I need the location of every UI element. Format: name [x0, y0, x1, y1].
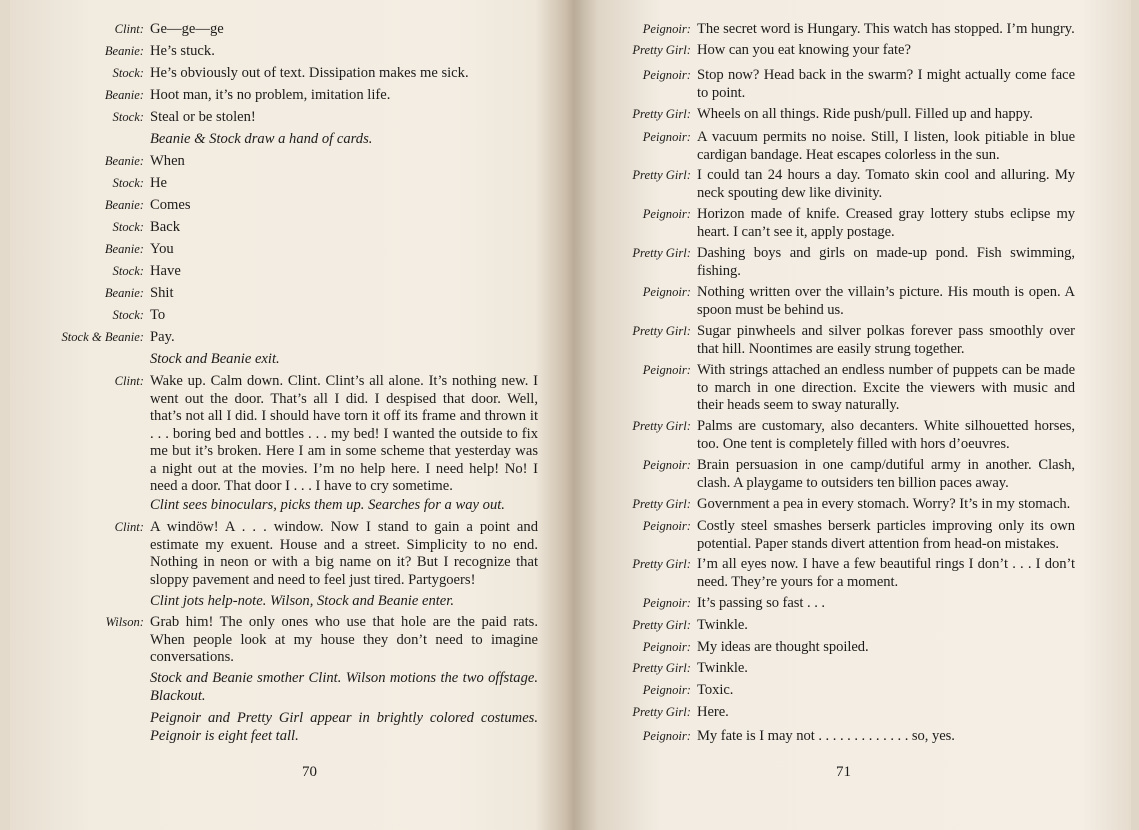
dialogue-text: It’s passing so fast . . . [697, 595, 826, 611]
dialogue-text: Stop now? Head back in the swarm? I might actually come face to point. [697, 67, 1075, 101]
dialogue-text: A vacuum permits no noise. Still, I listen, look pitiable in blue cardigan bandage. Heat escapes colorless in the sun. [697, 129, 1075, 163]
speaker-label: Pretty Girl: [632, 557, 691, 571]
dialogue-text: Wake up. Calm down. Clint. Clint’s all alone. It’s nothing new. I went out the door. That’s all I did. I despised that door. Well, that’s not all I did. I should have torn it off its frame and thrown it . . . boring bed and bottles . . . my bed! I wanted the outside to fix me but it’s broken. Here I am in some scheme that yesterday was a night out at the movies. I’m no help here. I need help! No! I need a door. That door I . . . I have to cry sometime. [150, 373, 538, 494]
script-line [60, 175, 538, 193]
speaker-label: Pretty Girl: [632, 618, 691, 632]
script-line [60, 519, 538, 589]
dialogue-text: Have [150, 263, 181, 279]
speaker-label: Beanie: [104, 44, 144, 58]
dialogue-text: I could tan 24 hours a day. Tomato skin cool and alluring. My neck spouting dew like divinity. [697, 167, 1075, 201]
dialogue-text: Back [150, 219, 180, 235]
speaker-label: Peignoir: [642, 683, 691, 697]
dialogue-text: Twinkle. [697, 660, 748, 676]
dialogue-text: A windöw! A . . . window. Now I stand to gain a point and estimate my exuent. House and a street. Simplicity to no end. Nothing in neon or with a big name on it? But I recognize that sloppy pavement and need to feel just tired. Partygoers! [150, 519, 538, 588]
speaker-label: Peignoir: [642, 640, 691, 654]
speaker-label: Pretty Girl: [632, 497, 691, 511]
dialogue-text: Dashing boys and girls on made-up pond. Fish swimming, fishing. [697, 245, 1075, 279]
stage-direction [60, 593, 538, 611]
script-line [608, 518, 1075, 553]
left-page [0, 0, 560, 830]
script-line [60, 197, 538, 215]
dialogue-text: He [150, 175, 168, 191]
dialogue-text: When [150, 153, 185, 169]
speaker-label: Peignoir: [642, 207, 691, 221]
script-line [608, 129, 1075, 164]
stage-direction-text: Stock and Beanie smother Clint. Wilson motions the two offstage. Blackout. [150, 670, 538, 704]
dialogue-text: Steal or be stolen! [150, 109, 256, 125]
dialogue-text: How can you eat knowing your fate? [697, 42, 911, 58]
script-line [60, 329, 538, 347]
speaker-label: Clint: [114, 520, 144, 534]
dialogue-text: Pay. [150, 329, 175, 345]
speaker-label: Stock: [112, 308, 144, 322]
speaker-label: Peignoir: [642, 22, 691, 36]
speaker-label: Clint: [114, 22, 144, 36]
dialogue-text: He’s obviously out of text. Dissipation makes me sick. [150, 65, 469, 81]
script-line [608, 67, 1075, 102]
speaker-label: Beanie: [104, 198, 144, 212]
script-line [60, 614, 538, 667]
dialogue-text: I’m all eyes now. I have a few beautiful rings I don’t . . . I don’t need. They’re yours for a moment. [697, 556, 1075, 590]
speaker-label: Beanie: [104, 88, 144, 102]
script-line [60, 153, 538, 171]
stage-direction-text: Clint sees binoculars, picks them up. Searches for a way out. [150, 497, 505, 513]
dialogue-text: He’s stuck. [150, 43, 215, 59]
speaker-label: Clint: [114, 374, 144, 388]
speaker-label: Stock: [112, 110, 144, 124]
script-line [60, 307, 538, 325]
dialogue-text: Palms are customary, also decanters. White silhouetted horses, too. One tent is completely filled with hors d’oeuvres. [697, 418, 1075, 452]
script-line [60, 65, 538, 83]
script-line [608, 496, 1075, 514]
speaker-label: Wilson: [105, 615, 144, 629]
dialogue-text: You [150, 241, 174, 257]
script-line [608, 206, 1075, 241]
script-line [608, 556, 1075, 591]
speaker-label: Pretty Girl: [632, 246, 691, 260]
script-line [608, 639, 1075, 657]
script-line [60, 263, 538, 281]
stage-direction [60, 710, 538, 745]
speaker-label: Stock: [112, 66, 144, 80]
dialogue-text: With strings attached an endless number of puppets can be made to march in one direction. Excite the viewers with music and their heads seem to sway naturally. [697, 362, 1075, 413]
speaker-label: Pretty Girl: [632, 43, 691, 57]
speaker-label: Pretty Girl: [632, 324, 691, 338]
speaker-label: Pretty Girl: [632, 705, 691, 719]
script-line [60, 87, 538, 105]
dialogue-text: Sugar pinwheels and silver polkas forever pass smoothly over that hill. Noontimes are easily strung together. [697, 323, 1075, 357]
dialogue-text: Twinkle. [697, 617, 748, 633]
script-line [60, 21, 538, 39]
speaker-label: Pretty Girl: [632, 419, 691, 433]
dialogue-text: Comes [150, 197, 191, 213]
script-line [608, 21, 1075, 39]
dialogue-text: Shit [150, 285, 174, 301]
dialogue-text: Government a pea in every stomach. Worry? It’s in my stomach. [697, 496, 1071, 512]
script-line [60, 43, 538, 61]
dialogue-text: Ge—ge—ge [150, 21, 224, 37]
speaker-label: Pretty Girl: [632, 107, 691, 121]
script-line [608, 167, 1075, 202]
script-line [60, 285, 538, 303]
dialogue-text: Costly steel smashes berserk particles improving only its own potential. Paper stands divert attention from head-on mistakes. [697, 518, 1075, 552]
dialogue-text: Horizon made of knife. Creased gray lottery stubs eclipse my heart. I can’t see it, apply postage. [697, 206, 1075, 240]
stage-direction [60, 497, 538, 515]
script-line [60, 373, 538, 496]
page-number: 71 [836, 764, 851, 780]
speaker-label: Stock: [112, 176, 144, 190]
stage-direction [60, 351, 538, 369]
speaker-label: Peignoir: [642, 68, 691, 82]
script-line [608, 284, 1075, 319]
script-line [608, 418, 1075, 453]
dialogue-text: Nothing written over the villain’s picture. His mouth is open. A spoon must be behind us. [697, 284, 1075, 318]
dialogue-text: To [150, 307, 166, 323]
right-page [572, 0, 1139, 830]
speaker-label: Peignoir: [642, 596, 691, 610]
script-line [608, 245, 1075, 280]
script-line [608, 617, 1075, 635]
dialogue-text: Toxic. [697, 682, 734, 698]
dialogue-text: Wheels on all things. Ride push/pull. Filled up and happy. [697, 106, 1033, 122]
speaker-label: Peignoir: [642, 285, 691, 299]
speaker-label: Peignoir: [642, 519, 691, 533]
script-line [608, 595, 1075, 613]
stage-direction-text: Peignoir and Pretty Girl appear in brightly colored costumes. Peignoir is eight feet tall. [150, 710, 538, 744]
speaker-label: Peignoir: [642, 130, 691, 144]
script-line [60, 109, 538, 127]
script-line [60, 219, 538, 237]
speaker-label: Pretty Girl: [632, 168, 691, 182]
speaker-label: Pretty Girl: [632, 661, 691, 675]
dialogue-text: The secret word is Hungary. This watch has stopped. I’m hungry. [697, 21, 1075, 37]
script-line [608, 682, 1075, 700]
speaker-label: Peignoir: [642, 363, 691, 377]
speaker-label: Stock: [112, 220, 144, 234]
script-line [608, 457, 1075, 492]
dialogue-text: Here. [697, 704, 729, 720]
dialogue-text: Brain persuasion in one camp/dutiful army in another. Clash, clash. A playgame to outsiders ten billion paces away. [697, 457, 1075, 491]
speaker-label: Beanie: [104, 286, 144, 300]
speaker-label: Peignoir: [642, 458, 691, 472]
stage-direction [60, 131, 538, 149]
stage-direction-text: Beanie & Stock draw a hand of cards. [150, 131, 373, 147]
script-line [608, 660, 1075, 678]
speaker-label: Peignoir: [642, 729, 691, 743]
stage-direction-text: Clint jots help-note. Wilson, Stock and Beanie enter. [150, 593, 454, 609]
script-line [608, 323, 1075, 358]
script-line [608, 362, 1075, 415]
stage-direction-text: Stock and Beanie exit. [150, 351, 280, 367]
script-line [608, 728, 1075, 746]
speaker-label: Stock & Beanie: [61, 330, 144, 344]
dialogue-text: Grab him! The only ones who use that hole are the paid rats. When people look at my house they don’t need to imagine conversations. [150, 614, 538, 665]
speaker-label: Beanie: [104, 154, 144, 168]
script-line [608, 42, 1075, 60]
dialogue-text: My fate is I may not . . . . . . . . . . . . . so, yes. [697, 728, 955, 744]
dialogue-text: Hoot man, it’s no problem, imitation life. [150, 87, 391, 103]
speaker-label: Beanie: [104, 242, 144, 256]
script-line [60, 241, 538, 259]
page-number: 70 [302, 764, 317, 780]
speaker-label: Stock: [112, 264, 144, 278]
script-line [608, 106, 1075, 124]
stage-direction [60, 670, 538, 705]
script-line [608, 704, 1075, 722]
dialogue-text: My ideas are thought spoiled. [697, 639, 869, 655]
